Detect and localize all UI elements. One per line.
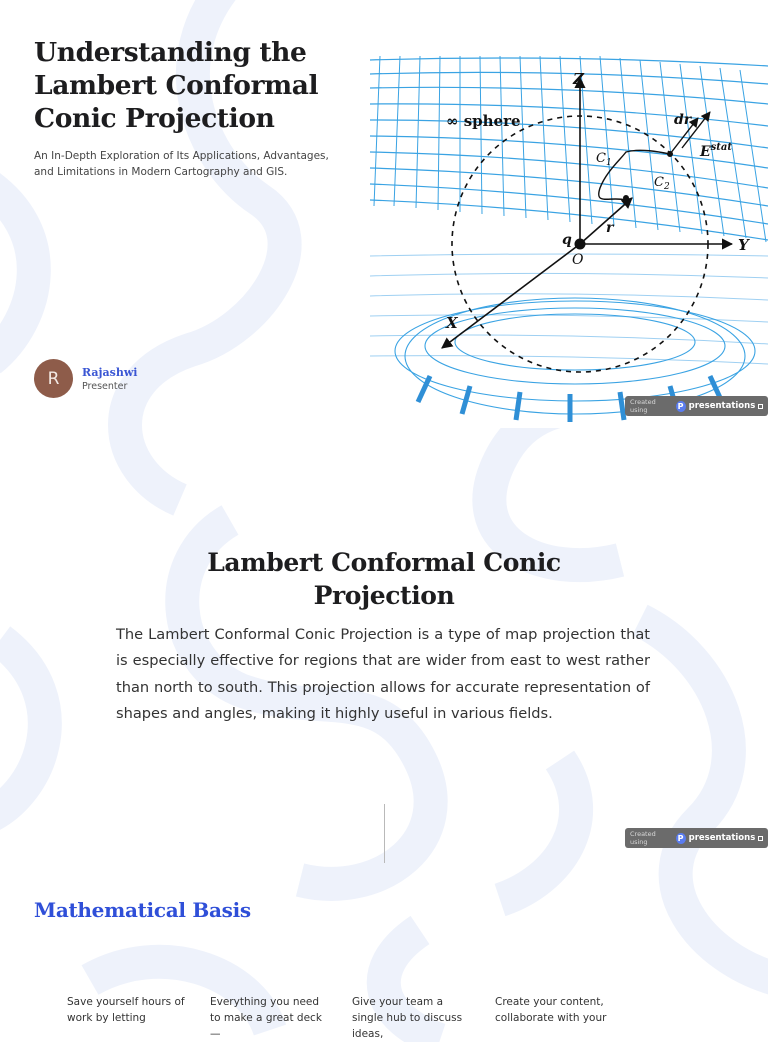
title-slide [0,0,768,440]
c2-label: $C_2$ [654,175,670,192]
vertical-divider [384,804,385,863]
definition-slide [0,440,768,860]
physics-diagram-image [370,56,768,428]
section-heading: Lambert Conformal Conic Projection [207,548,561,610]
external-link-icon [758,404,763,409]
dr-label: dr [674,112,692,128]
feature-text-3: Give your team a single hub to discuss ideas, [352,996,463,1040]
math-basis-slide [0,860,768,1040]
external-link-icon [758,836,763,841]
section-body: The Lambert Conformal Conic Projection is a type of map projection that is especially effective for regions that are wider from east to west rather than north to south. This projection allows for accurate representation of shapes and angles, making it highly useful in various fields. [116,626,650,723]
origin-label: O [572,252,584,268]
presenter-name[interactable]: Rajashwi [82,365,138,379]
presentations-logo-icon: P [676,833,686,844]
presenter-card [34,359,137,398]
sphere-label: ∞ sphere [446,112,521,130]
z-axis-label: Z [573,70,584,88]
y-axis-label: Y [738,236,749,254]
r-vector-label: r [606,220,614,236]
charge-label: q [562,232,572,248]
x-axis-label: X [446,314,458,332]
feature-text-4: Create your content, collaborate with your [495,996,607,1024]
feature-text-2: Everything you need to make a great deck — [210,996,322,1040]
e-stat-label: $E^{stat}$ [700,142,733,160]
presentations-logo-icon: P [676,401,686,412]
avatar: R [34,359,73,398]
created-using-badge[interactable]: Created using P presentations [625,828,768,848]
presenter-role: Presenter [82,380,128,392]
presenter-info [82,366,137,392]
feature-text-1: Save yourself hours of work by letting [67,996,185,1024]
created-using-badge[interactable]: Created using P presentations [625,396,768,416]
c1-label: $C_1$ [596,151,612,168]
page-title: Understanding the Lambert Conformal Conic Projection [34,37,319,134]
subtitle: An In-Depth Exploration of Its Applications, Advantages, and Limitations in Modern Cartography and GIS. [34,150,329,178]
math-basis-heading: Mathematical Basis [34,898,251,922]
